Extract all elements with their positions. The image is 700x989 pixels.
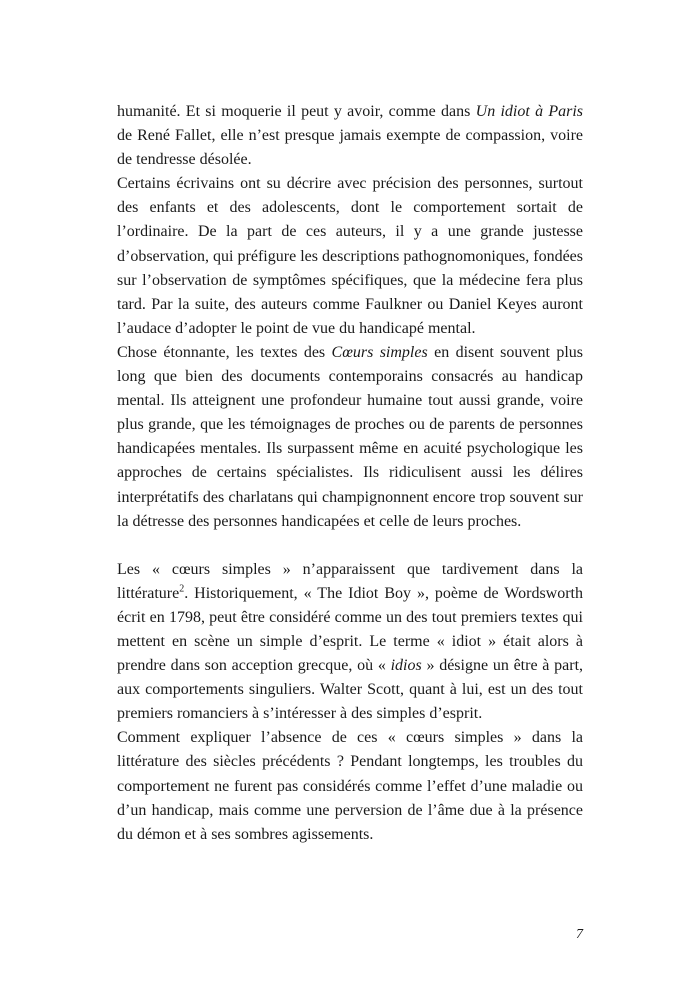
body-text xyxy=(117,100,583,847)
paragraph-p3 xyxy=(117,341,583,534)
text-run: Les « cœurs simples » n’apparaissent que tardivement dans la littérature xyxy=(117,560,583,602)
footnote-marker: 2 xyxy=(179,583,185,595)
italic-text: Cœurs simples xyxy=(331,343,428,361)
paragraph-p5 xyxy=(117,726,583,846)
text-run: en disent souvent plus long que bien des documents contemporains consacrés au handicap mental. Ils atteignent une profondeur humaine tout aussi grande, voire plus grande, que les témoignages de proches ou de parents de personnes handicapées mentales. Ils surpassent même en acuité psychologique les approches de certains spécialistes. Ils ridiculisent aussi les délires interprétatifs des charlatans qui champignonnent encore trop souvent sur la détresse des personnes handicapées et celle de leurs proches. xyxy=(117,343,584,530)
paragraph-p1 xyxy=(117,100,583,172)
text-run: » désigne un être à part, aux comportements singuliers. Walter Scott, quant à lui, est un des tout premiers romanciers à s’intéresser à des simples d’esprit. xyxy=(117,657,584,723)
text-run: . Historiquement, « The Idiot Boy », poème de Wordsworth écrit en 1798, peut être considéré comme un des tout premiers textes qui mettent en scène un simple d’esprit. Le terme « idiot » était alors à prendre dans son acception grecque, où « xyxy=(117,584,583,675)
italic-text: idios xyxy=(390,657,422,675)
text-run: de René Fallet, elle n’est presque jamais exempte de compassion, voire de tendresse désolée. xyxy=(117,127,583,169)
page-number: 7 xyxy=(576,927,583,942)
text-run: Chose étonnante, les textes des xyxy=(117,343,332,361)
paragraph-p4 xyxy=(117,558,583,727)
paragraph-p2 xyxy=(117,172,583,341)
text-run: humanité. Et si moquerie il peut y avoir, comme dans xyxy=(117,103,476,120)
text-run: Certains écrivains ont su décrire avec précision des personnes, surtout des enfants et des adolescents, dont le comportement sortait de l’ordinaire. De la part de ces auteurs, il y a une grande justesse d’observation, qui préfigure les descriptions pathognomoniques, fondées sur l’observation de symptômes spécifiques, que la médecine fera plus tard. Par la suite, des auteurs comme Faulkner ou Daniel Keyes auront l’audace d’adopter le point de vue du handicapé mental. xyxy=(117,175,583,337)
text-run: Comment expliquer l’absence de ces « cœurs simples » dans la littérature des siècles précédents ? Pendant longtemps, les troubles du comportement ne furent pas considérés comme l’effet d’une maladie ou d’un handicap, mais comme une perversion de l’âme due à la présence du démon et à ses sombres agissements. xyxy=(117,729,583,843)
italic-text: Un idiot à Paris xyxy=(475,103,584,120)
